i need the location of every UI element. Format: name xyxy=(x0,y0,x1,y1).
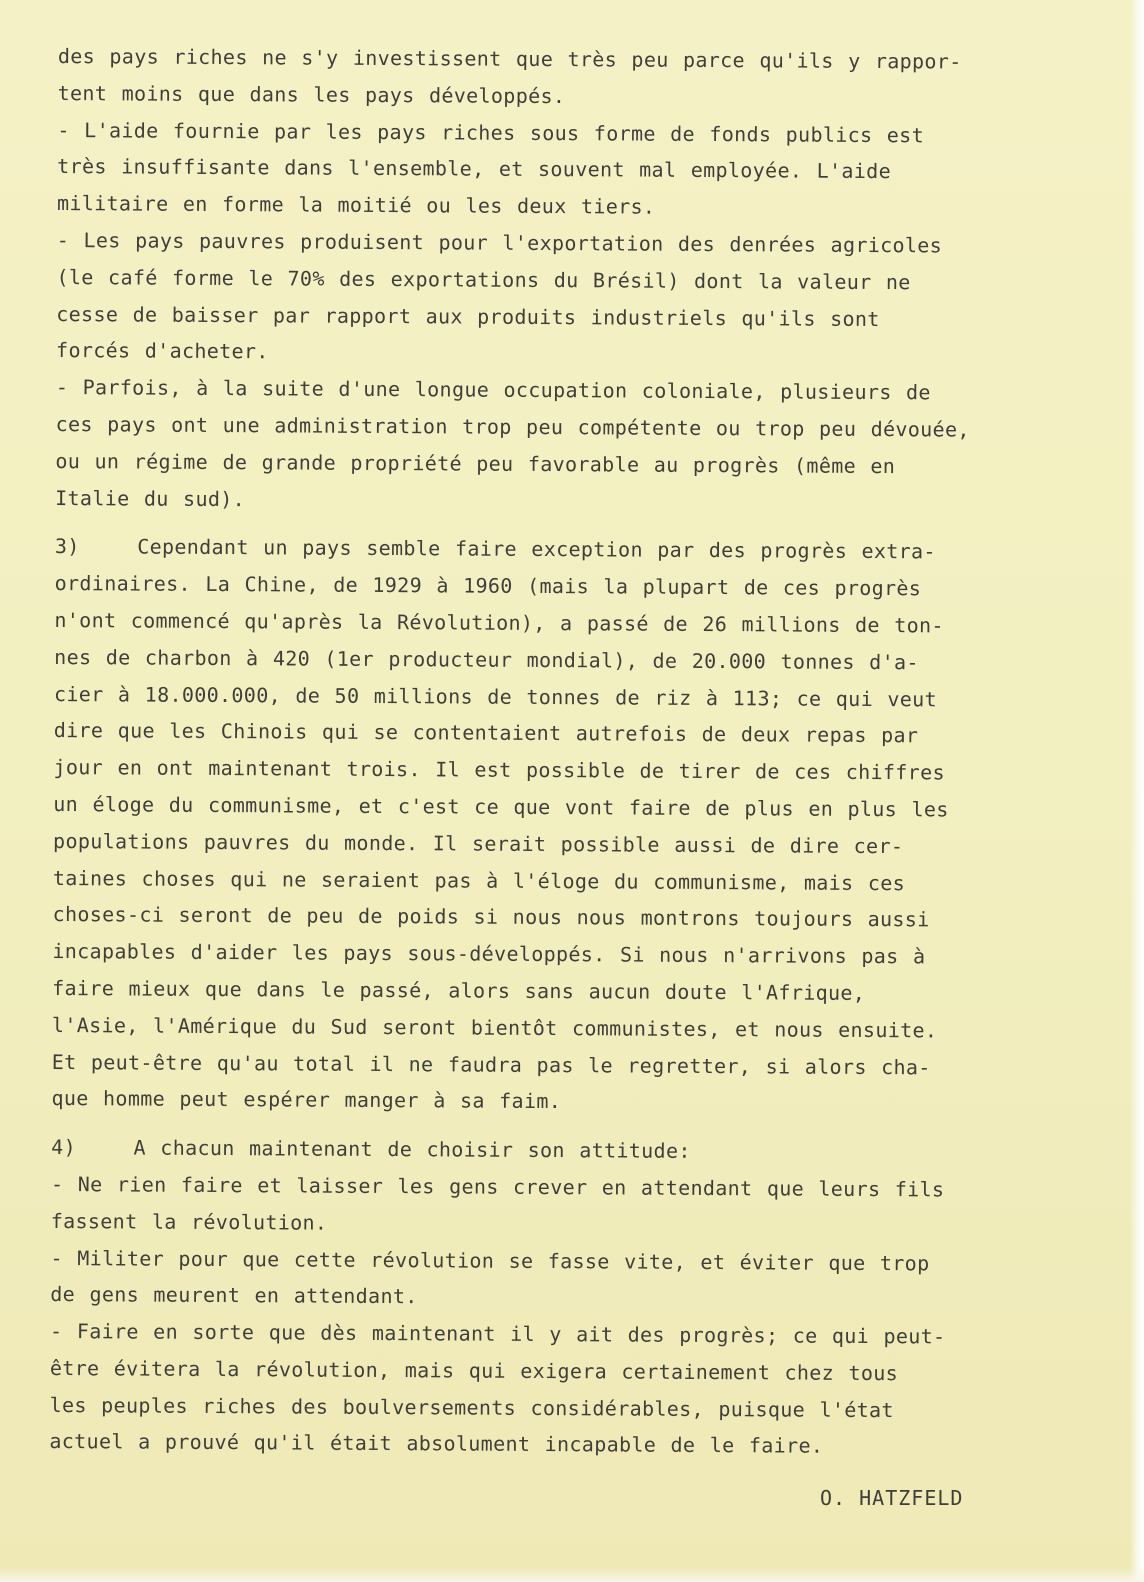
text-line: jour en ont maintenant trois. Il est possible de tirer de ces chiffres xyxy=(53,755,945,785)
text-line: des pays riches ne s'y investissent que très peu parce qu'ils y rappor- xyxy=(57,43,962,74)
text-line: - Parfois, à la suite d'une longue occupation coloniale, plusieurs de xyxy=(55,375,931,405)
text-line: militaire en forme la moitié ou les deux tiers. xyxy=(56,191,656,219)
text-line: cier à 18.000.000, de 50 millions de tonnes de riz à 113; ce qui veut xyxy=(53,681,938,711)
text-line: ordinaires. La Chine, de 1929 à 1960 (mais la plupart de ces progrès xyxy=(54,571,922,601)
section-3-china xyxy=(51,528,1117,1123)
text-line: incapables d'aider les pays sous-développés. Si nous n'arrivons pas à xyxy=(52,939,926,969)
text-line: Italie du sud). xyxy=(55,485,246,511)
text-line: de gens meurent en attendant. xyxy=(50,1282,418,1309)
text-line: - L'aide fournie par les pays riches sous forme de fonds publics est xyxy=(57,117,925,147)
text-line: faire mieux que dans le passé, alors sans aucun doute l'Afrique, xyxy=(52,975,866,1005)
text-line: - Faire en sorte que dès maintenant il y ait des progrès; ce qui peut- xyxy=(50,1319,946,1349)
text-line: les peuples riches des boulversements considérables, puisque l'état xyxy=(49,1392,894,1422)
text-line: très insuffisante dans l'ensemble, et souvent mal employée. L'aide xyxy=(57,154,892,184)
text-line: forcés d'acheter. xyxy=(56,338,269,364)
section-4-attitude xyxy=(49,1129,1113,1467)
text-line: que homme peut espérer manger à sa faim. xyxy=(51,1086,562,1114)
text-line: ces pays ont une administration trop peu compétente ou trop peu dévouée, xyxy=(55,411,970,442)
text-line: - Les pays pauvres produisent pour l'exportation des denrées agricoles xyxy=(56,227,943,258)
text-line: populations pauvres du monde. Il serait possible aussi de dire cer- xyxy=(53,828,904,858)
text-line: choses-ci seront de peu de poids si nous nous montrons toujours aussi xyxy=(52,902,930,932)
text-line: actuel a prouvé qu'il était absolument incapable de le faire. xyxy=(49,1429,824,1459)
text-line: un éloge du communisme, et c'est ce que vont faire de plus en plus les xyxy=(53,791,949,822)
paper-right-edge xyxy=(1130,0,1144,1582)
text-line: dire que les Chinois qui se contentaient autrefois de deux repas par xyxy=(53,718,919,748)
signature: O. HATZFELD xyxy=(820,1486,964,1510)
text-line: ou un régime de grande propriété peu favorable au progrès (même en xyxy=(55,448,896,478)
text-line: Et peut-être qu'au total il ne faudra pas le regretter, si alors cha- xyxy=(51,1049,931,1079)
body-text xyxy=(49,38,1120,1467)
text-line: n'ont commencé qu'après la Révolution), a passé de 26 millions de ton- xyxy=(54,607,944,638)
text-line: être évitera la révolution, mais qui exigera certainement chez tous xyxy=(49,1355,899,1386)
text-line: l'Asie, l'Amérique du Sud seront bientôt communistes, et nous ensuite. xyxy=(51,1012,938,1043)
text-line: tent moins que dans les pays développés. xyxy=(57,80,566,108)
text-line: nes de charbon à 420 (1er producteur mondial), de 20.000 tonnes d'a- xyxy=(54,644,919,675)
section-aid-points xyxy=(55,38,1120,523)
text-line: cesse de baisser par rapport aux produits industriels qu'ils sont xyxy=(56,301,880,331)
text-line: fassent la révolution. xyxy=(50,1208,328,1235)
text-line: - Militer pour que cette révolution se fasse vite, et éviter que trop xyxy=(50,1245,930,1275)
text-line: taines choses qui ne seraient pas à l'éloge du communisme, mais ces xyxy=(52,865,906,895)
text-line: 3) Cependant un pays semble faire exception par des progrès extra- xyxy=(54,534,936,564)
paper-bottom-edge xyxy=(0,1568,1144,1582)
text-line: (le café forme le 70% des exportations du Brésil) dont la valeur ne xyxy=(56,264,911,294)
text-line: 4) A chacun maintenant de choisir son attitude: xyxy=(51,1135,691,1163)
text-line: - Ne rien faire et laisser les gens crever en attendant que leurs fils xyxy=(50,1171,945,1202)
